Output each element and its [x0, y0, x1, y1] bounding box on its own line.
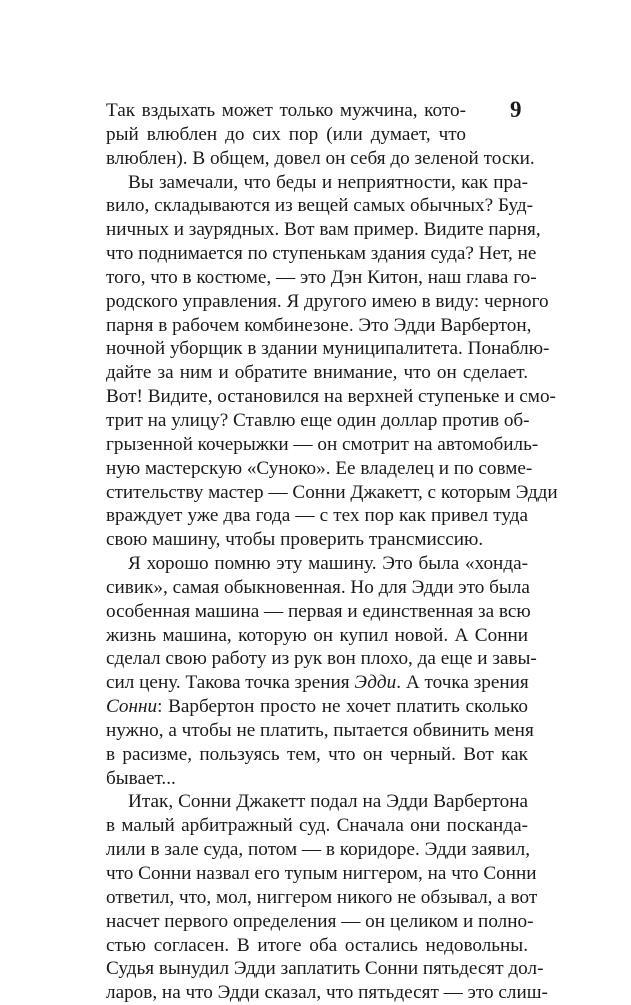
text-line: Так вздыхать может только мужчина, кото-	[106, 100, 466, 121]
text-line: нужно, а чтобы не платить, пытается обвинить меня	[106, 719, 534, 741]
text-line: вило, складываются из вещей самых обычных? Буд-	[106, 195, 534, 217]
text-line: сивик», самая обыкновенная. Но для Эдди это была	[106, 576, 530, 598]
text-line: рый влюблен до сих пор (или думает, что	[106, 123, 466, 145]
text-line: Судья вынудил Эдди заплатить Сонни пятьдесят дол-	[106, 958, 544, 980]
text-line: свою машину, чтобы проверить трансмиссию.	[106, 529, 484, 551]
text-line: сделал свою работу из рук вон плохо, да еще и завы-	[106, 648, 537, 670]
text-line: трит на улицу? Ставлю еще один доллар против об-	[106, 409, 530, 431]
text-span: сил цену. Такова точка зрения	[106, 672, 355, 694]
text-line: Итак, Сонни Джакетт подал на Эдди Варбертона	[128, 791, 528, 813]
text-line: влюблен). В общем, довел он себя до зеленой тоски.	[106, 147, 535, 169]
italic-name: Сонни	[106, 696, 158, 718]
text-line: жизнь машина, которую он купил новой. А Сонни	[106, 624, 528, 646]
text-line: родского управления. Я другого имею в виду: черного	[106, 290, 549, 312]
text-line: дайте за ним и обратите внимание, что он сделает.	[106, 362, 528, 384]
text-line	[106, 671, 528, 695]
text-line: бывает...	[106, 767, 176, 789]
text-line: в расизме, пользуясь тем, что он черный. Вот как	[106, 743, 528, 765]
text-line: враждует уже два года — с тех пор как привел туда	[106, 505, 528, 527]
text-line: стительству мастер — Сонни Джакетт, с которым Эдди	[106, 481, 558, 503]
text-line: того, что в костюме, — это Дэн Китон, наш глава го-	[106, 266, 537, 288]
body-text	[106, 99, 558, 1005]
text-line: насчет первого определения — он целиком и полно-	[106, 910, 534, 932]
italic-name: Эдди	[354, 672, 397, 694]
text-span: . А точка зрения	[396, 672, 529, 694]
text-line: Вы замечали, что беды и неприятности, как пра-	[128, 171, 528, 193]
text-line: что Сонни назвал его тупым ниггером, на что Сонни	[106, 863, 537, 884]
text-line: стью согласен. В итоге оба остались недовольны.	[106, 934, 528, 956]
page-number: 9	[510, 97, 522, 122]
text-line: Вот! Видите, остановился на верхней ступеньке и смо-	[106, 386, 556, 408]
text-line: парня в рабочем комбинезоне. Это Эдди Варбертон,	[106, 314, 532, 336]
text-line: что поднимается по ступенькам здания суда? Нет, не	[106, 243, 537, 265]
text-line: ларов, на что Эдди сказал, что пятьдесят — это слиш-	[106, 982, 548, 1004]
text-line: лили в зале суда, потом — в коридоре. Эдди заявил,	[106, 839, 531, 861]
text-line: ответил, что, мол, ниггером никого не обзывал, а вот	[106, 886, 538, 908]
text-line: Я хорошо помню эту машину. Это была «хонда-	[128, 553, 528, 575]
text-line: ную мастерскую «Суноко». Ее владелец и по совме-	[106, 457, 533, 479]
text-line	[106, 695, 528, 719]
text-line: ночной уборщик в здании муниципалитета. Понаблю-	[106, 338, 550, 360]
text-span: : Варбертон просто не хочет платить сколько	[157, 696, 528, 718]
text-line: особенная машина — первая и единственная за всю	[106, 600, 531, 622]
text-line: ничных и заурядных. Вот вам пример. Видите парня,	[106, 219, 541, 241]
text-line: в малый арбитражный суд. Сначала они посканда-	[106, 815, 528, 837]
text-line: грызенной кочерыжки — он смотрит на автомобиль-	[106, 433, 539, 455]
